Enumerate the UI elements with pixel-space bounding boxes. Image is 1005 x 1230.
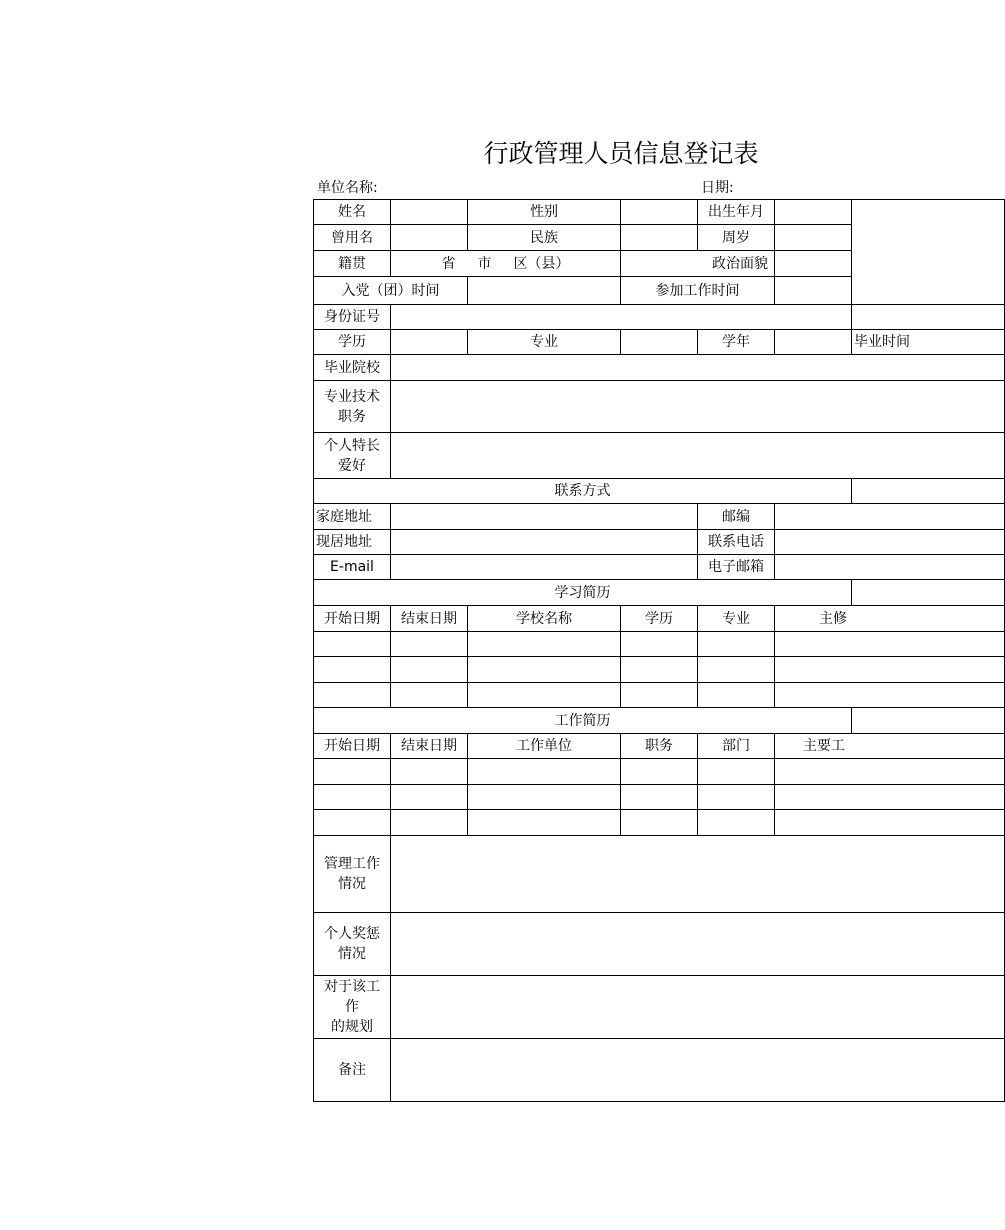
row-id xyxy=(314,305,1005,330)
ethnicity-value-cell[interactable] xyxy=(621,225,698,251)
join-party-label: 入党（团）时间 xyxy=(314,277,468,305)
work-cell[interactable] xyxy=(698,759,775,785)
name-label: 姓名 xyxy=(314,200,391,225)
awards-label: 个人奖惩 情况 xyxy=(314,913,391,976)
study-cell[interactable] xyxy=(698,632,775,657)
study-cell[interactable] xyxy=(391,657,468,683)
work-start-label: 参加工作时间 xyxy=(621,277,775,305)
management-label: 管理工作 情况 xyxy=(314,836,391,913)
native-place-value-cell[interactable] xyxy=(391,251,621,277)
political-status-label: 政治面貌 xyxy=(621,251,775,277)
current-address-label: 现居地址 xyxy=(314,530,391,555)
notes-label: 备注 xyxy=(314,1039,391,1102)
work-cell[interactable] xyxy=(775,759,1005,785)
phone-label: 联系电话 xyxy=(698,530,775,555)
home-address-value-cell[interactable] xyxy=(391,504,698,530)
birth-value-cell[interactable] xyxy=(775,200,852,225)
plan-value-cell[interactable] xyxy=(391,976,1005,1039)
work-cell[interactable] xyxy=(468,785,621,810)
work-section-tail xyxy=(852,708,1005,734)
row-contact-header xyxy=(314,479,1005,504)
age-value-cell[interactable] xyxy=(775,225,852,251)
work-cell[interactable] xyxy=(391,759,468,785)
school-years-label: 学年 xyxy=(698,330,775,355)
join-party-value-cell[interactable] xyxy=(468,277,621,305)
birth-label: 出生年月 xyxy=(698,200,775,225)
study-cell[interactable] xyxy=(468,632,621,657)
native-place-label: 籍贯 xyxy=(314,251,391,277)
row-work-header xyxy=(314,708,1005,734)
row-name xyxy=(314,200,1005,225)
former-name-label: 曾用名 xyxy=(314,225,391,251)
row-current-address xyxy=(314,530,1005,555)
work-cell[interactable] xyxy=(775,810,1005,836)
email-value-cell[interactable] xyxy=(391,555,698,580)
contact-section-title: 联系方式 xyxy=(314,479,852,504)
study-col-main-subject: 主修 xyxy=(775,606,1005,632)
hobby-value-cell[interactable] xyxy=(391,433,1005,479)
work-cell[interactable] xyxy=(698,785,775,810)
work-cell[interactable] xyxy=(468,759,621,785)
graduate-school-value-cell[interactable] xyxy=(391,355,1005,381)
work-cell[interactable] xyxy=(314,810,391,836)
former-name-value-cell[interactable] xyxy=(391,225,468,251)
work-col-department: 部门 xyxy=(698,734,775,759)
row-study-header xyxy=(314,580,1005,606)
work-col-start: 开始日期 xyxy=(314,734,391,759)
date-label: 日期: xyxy=(701,180,734,196)
email-cn-value-cell[interactable] xyxy=(775,555,1005,580)
row-study-columns xyxy=(314,606,1005,632)
work-cell[interactable] xyxy=(391,785,468,810)
contact-section-tail xyxy=(852,479,1005,504)
row-plan xyxy=(314,976,1005,1039)
work-cell[interactable] xyxy=(391,810,468,836)
major-value-cell[interactable] xyxy=(621,330,698,355)
plan-label: 对于该工 作 的规划 xyxy=(314,976,391,1039)
age-label: 周岁 xyxy=(698,225,775,251)
education-value-cell[interactable] xyxy=(391,330,468,355)
work-col-employer: 工作单位 xyxy=(468,734,621,759)
study-col-degree: 学历 xyxy=(621,606,698,632)
study-cell[interactable] xyxy=(391,632,468,657)
graduate-school-label: 毕业院校 xyxy=(314,355,391,381)
tech-title-label: 专业技术 职务 xyxy=(314,381,391,433)
work-cell[interactable] xyxy=(775,785,1005,810)
political-status-value-cell[interactable] xyxy=(775,251,852,277)
province-label: 省 xyxy=(441,255,456,272)
work-cell[interactable] xyxy=(468,810,621,836)
study-cell[interactable] xyxy=(314,683,391,708)
unit-name-label: 单位名称: xyxy=(317,180,378,196)
row-school xyxy=(314,355,1005,381)
study-cell[interactable] xyxy=(775,683,1005,708)
table-row xyxy=(314,810,1005,836)
hobby-label: 个人特长 爱好 xyxy=(314,433,391,479)
current-address-value-cell[interactable] xyxy=(391,530,698,555)
home-address-label: 家庭地址 xyxy=(314,504,391,530)
notes-value-cell[interactable] xyxy=(391,1039,1005,1102)
study-cell[interactable] xyxy=(775,657,1005,683)
email-en-label: E-mail xyxy=(314,555,391,580)
row-notes xyxy=(314,1039,1005,1102)
study-col-major: 专业 xyxy=(698,606,775,632)
registration-form-table xyxy=(313,199,1005,1102)
row-hobby xyxy=(314,433,1005,479)
table-row xyxy=(314,632,1005,657)
study-cell[interactable] xyxy=(621,632,698,657)
work-col-position: 职务 xyxy=(621,734,698,759)
study-cell[interactable] xyxy=(698,683,775,708)
row-tech-title xyxy=(314,381,1005,433)
table-row xyxy=(314,785,1005,810)
name-value-cell[interactable] xyxy=(391,200,468,225)
study-cell[interactable] xyxy=(314,657,391,683)
work-cell[interactable] xyxy=(314,785,391,810)
work-cell[interactable] xyxy=(621,810,698,836)
work-section-title: 工作简历 xyxy=(314,708,852,734)
work-col-end: 结束日期 xyxy=(391,734,468,759)
study-cell[interactable] xyxy=(621,657,698,683)
major-label: 专业 xyxy=(468,330,621,355)
row-email xyxy=(314,555,1005,580)
study-col-start: 开始日期 xyxy=(314,606,391,632)
gender-value-cell[interactable] xyxy=(621,200,698,225)
table-row xyxy=(314,683,1005,708)
table-row xyxy=(314,759,1005,785)
work-cell[interactable] xyxy=(698,810,775,836)
management-value-cell[interactable] xyxy=(391,836,1005,913)
id-number-value-cell[interactable] xyxy=(391,305,852,330)
table-row xyxy=(314,657,1005,683)
form-viewport xyxy=(313,199,910,1105)
study-cell[interactable] xyxy=(391,683,468,708)
email-cn-label: 电子邮箱 xyxy=(698,555,775,580)
graduation-label: 毕业时间 xyxy=(852,330,1005,355)
school-years-value-cell[interactable] xyxy=(775,330,852,355)
phone-value-cell[interactable] xyxy=(775,530,1005,555)
photo-cell[interactable] xyxy=(852,200,1005,305)
city-label: 市 xyxy=(477,255,492,272)
study-cell[interactable] xyxy=(621,683,698,708)
study-section-tail xyxy=(852,580,1005,606)
study-col-end: 结束日期 xyxy=(391,606,468,632)
id-number-label: 身份证号 xyxy=(314,305,391,330)
gender-label: 性别 xyxy=(468,200,621,225)
education-label: 学历 xyxy=(314,330,391,355)
ethnicity-label: 民族 xyxy=(468,225,621,251)
row-home-address xyxy=(314,504,1005,530)
postcode-value-cell[interactable] xyxy=(775,504,1005,530)
study-cell[interactable] xyxy=(775,632,1005,657)
study-cell[interactable] xyxy=(468,683,621,708)
row-awards xyxy=(314,913,1005,976)
work-start-value-cell[interactable] xyxy=(775,277,852,305)
postcode-label: 邮编 xyxy=(698,504,775,530)
work-cell[interactable] xyxy=(621,759,698,785)
tech-title-value-cell[interactable] xyxy=(391,381,1005,433)
work-cell[interactable] xyxy=(621,785,698,810)
row-management xyxy=(314,836,1005,913)
photo-cell-extension xyxy=(852,305,1005,330)
study-col-school: 学校名称 xyxy=(468,606,621,632)
study-cell[interactable] xyxy=(698,657,775,683)
awards-value-cell[interactable] xyxy=(391,913,1005,976)
work-cell[interactable] xyxy=(314,759,391,785)
district-label: 区（县） xyxy=(513,255,570,272)
form-title: 行政管理人员信息登记表 xyxy=(483,139,759,168)
row-work-columns xyxy=(314,734,1005,759)
work-col-main-duty: 主要工 xyxy=(775,734,1005,759)
study-cell[interactable] xyxy=(314,632,391,657)
study-cell[interactable] xyxy=(468,657,621,683)
row-education xyxy=(314,330,1005,355)
study-section-title: 学习简历 xyxy=(314,580,852,606)
